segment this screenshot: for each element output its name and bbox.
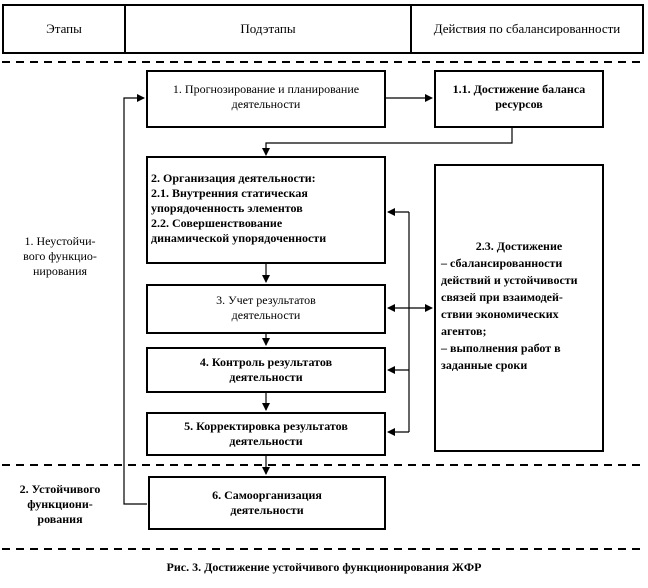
header-substages-label: Подэтапы — [240, 21, 296, 36]
stage-1-label: 1. Неустойчи- вого функцио- нирования — [23, 234, 97, 278]
box-correction: 5. Корректировка результатов деятельности — [146, 412, 386, 456]
box-balance-actions: 2.3. Достижение – сбалансированности действий и устойчивости связей при взаимодей- ствии экономических агентов; – выполнения работ в заданные сроки — [434, 164, 604, 452]
stage-2-label: 2. Устойчивого функциони- рования — [19, 482, 101, 526]
box-control: 4. Контроль результатов деятельности — [146, 347, 386, 393]
box-resource-balance: 1.1. Достижение баланса ресурсов — [434, 70, 604, 128]
arrow-b6-to-b1 — [124, 98, 147, 504]
box-accounting: 3. Учет результатов деятельности — [146, 284, 386, 334]
box-organization: 2. Организация деятельности: 2.1. Внутренния статическая упорядоченность элементов 2.2. Совершенствование динамической упорядоченности — [146, 156, 386, 264]
header-stages-label: Этапы — [46, 21, 82, 36]
box-forecasting-planning: 1. Прогнозирование и планирование деятельности — [146, 70, 386, 128]
figure-caption: Рис. 3. Достижение устойчивого функционирования ЖФР — [166, 560, 482, 574]
arrow-b11-to-b2 — [266, 128, 512, 155]
box-self-organization: 6. Самоорганизация деятельности — [148, 476, 386, 530]
header-actions-label: Действия по сбалансированности — [433, 21, 621, 36]
